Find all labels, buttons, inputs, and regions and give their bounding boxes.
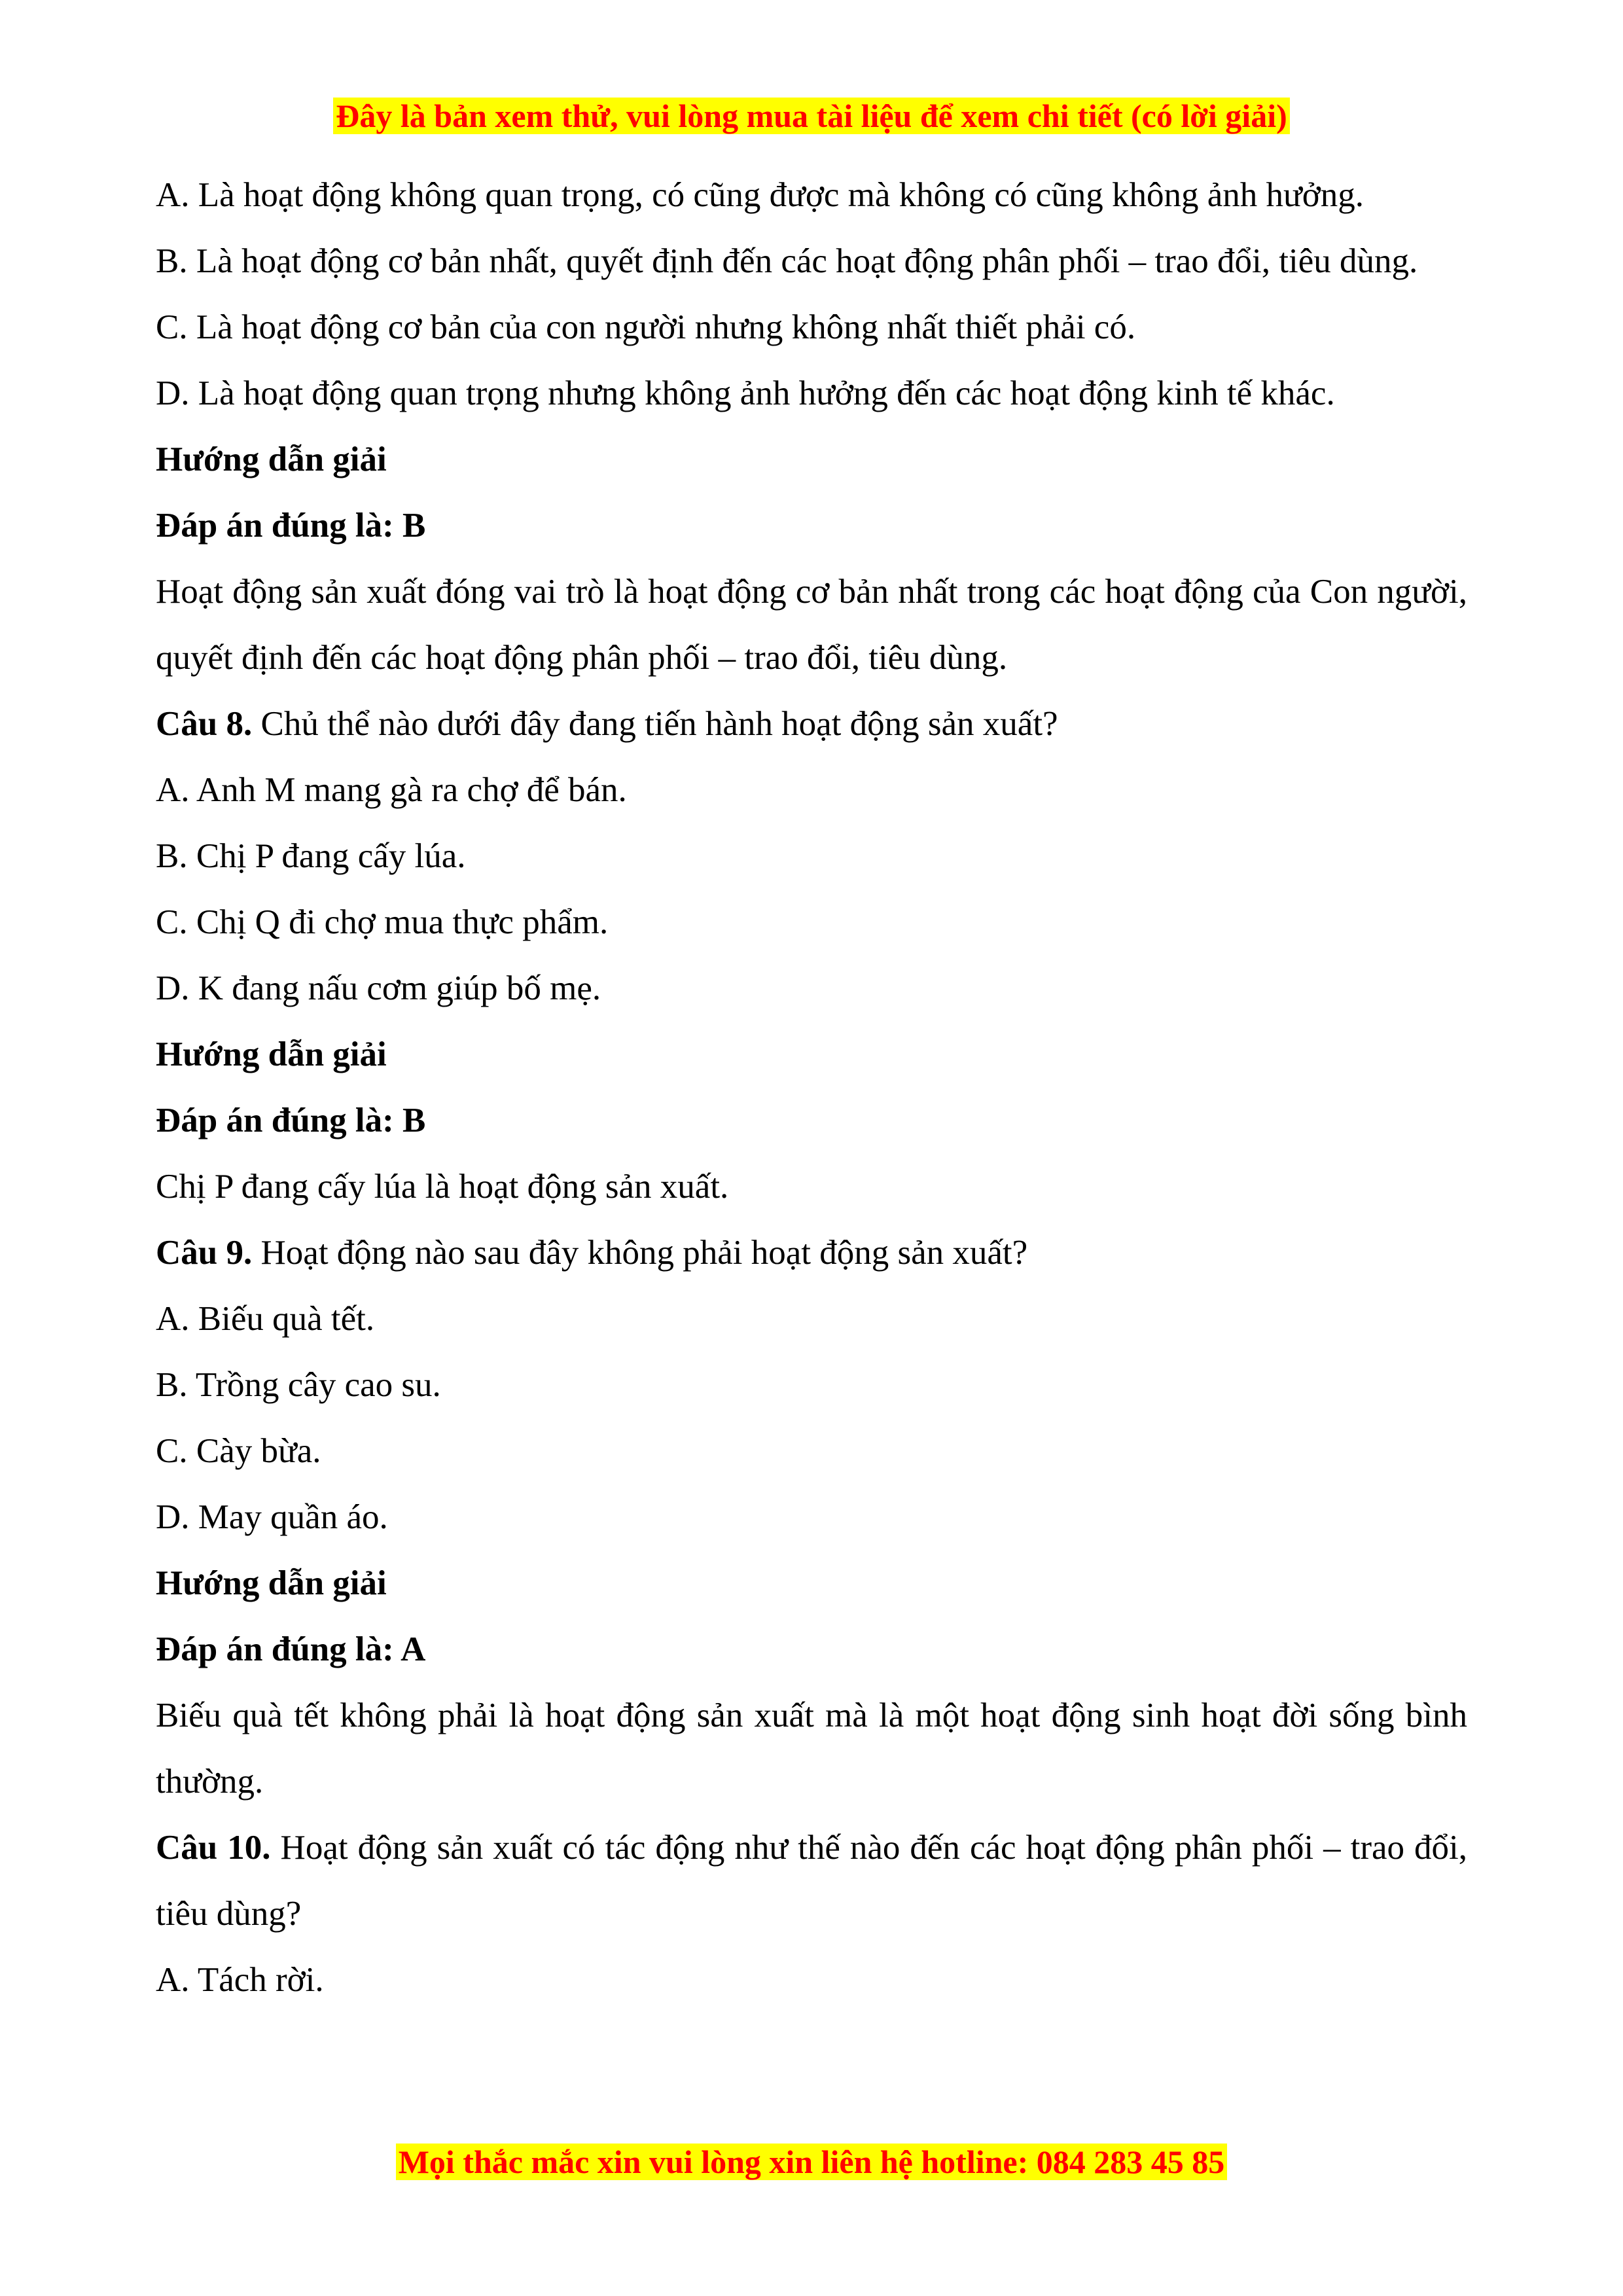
q7-guide-heading: Hướng dẫn giải [156, 440, 387, 478]
q8-option-d: D. K đang nấu cơm giúp bố mẹ. [156, 969, 601, 1007]
q10-number: Câu 10. [156, 1829, 271, 1867]
q7-option-a: A. Là hoạt động không quan trọng, có cũng được mà không có cũng không ảnh hưởng. [156, 176, 1364, 214]
q9-question-text: Hoạt động nào sau đây không phải hoạt động sản xuất? [252, 1234, 1028, 1272]
preview-notice-text: Đây là bản xem thử, vui lòng mua tài liệu để xem chi tiết (có lời giải) [333, 98, 1289, 134]
q9-guide-heading: Hướng dẫn giải [156, 1564, 387, 1602]
q9-question [156, 1220, 1467, 1286]
q7-option-b: B. Là hoạt động cơ bản nhất, quyết định đến các hoạt động phân phối – trao đổi, tiêu dùng. [156, 242, 1418, 280]
q8-question-text: Chủ thể nào dưới đây đang tiến hành hoạt động sản xuất? [252, 705, 1058, 743]
q9-explanation: Biếu quà tết không phải là hoạt động sản xuất mà là một hoạt động sinh hoạt đời sống bình thường. [156, 1696, 1467, 1801]
q10-question [156, 1815, 1467, 1947]
q7-answer: Đáp án đúng là: B [156, 507, 426, 545]
q8-guide-heading: Hướng dẫn giải [156, 1035, 387, 1073]
q8-number: Câu 8. [156, 705, 253, 743]
q10-option-a: A. Tách rời. [156, 1961, 324, 1999]
q8-option-c: C. Chị Q đi chợ mua thực phẩm. [156, 903, 609, 941]
preview-notice-banner [0, 96, 1623, 136]
q9-option-a: A. Biếu quà tết. [156, 1300, 375, 1338]
q8-answer: Đáp án đúng là: B [156, 1102, 426, 1139]
q8-explanation: Chị P đang cấy lúa là hoạt động sản xuất. [156, 1168, 729, 1206]
document-body [156, 162, 1467, 2013]
q9-option-c: C. Cày bừa. [156, 1432, 321, 1470]
q9-number: Câu 9. [156, 1234, 253, 1272]
hotline-text: Mọi thắc mắc xin vui lòng xin liên hệ hotline: 084 283 45 85 [396, 2144, 1228, 2180]
q10-question-text: Hoạt động sản xuất có tác động như thế nào đến các hoạt động phân phối – trao đổi, tiêu dùng? [156, 1829, 1467, 1933]
q7-option-c: C. Là hoạt động cơ bản của con người nhưng không nhất thiết phải có. [156, 308, 1136, 346]
q7-option-d: D. Là hoạt động quan trọng nhưng không ảnh hưởng đến các hoạt động kinh tế khác. [156, 374, 1335, 412]
hotline-banner [0, 2142, 1623, 2182]
q8-option-b: B. Chị P đang cấy lúa. [156, 837, 466, 875]
q9-option-d: D. May quần áo. [156, 1498, 388, 1536]
q7-explanation: Hoạt động sản xuất đóng vai trò là hoạt động cơ bản nhất trong các hoạt động của Con người, quyết định đến các hoạt động phân phối – trao đổi, tiêu dùng. [156, 573, 1467, 677]
q9-answer: Đáp án đúng là: A [156, 1630, 426, 1668]
q8-question [156, 691, 1467, 757]
q9-option-b: B. Trồng cây cao su. [156, 1366, 441, 1404]
q8-option-a: A. Anh M mang gà ra chợ để bán. [156, 771, 627, 809]
